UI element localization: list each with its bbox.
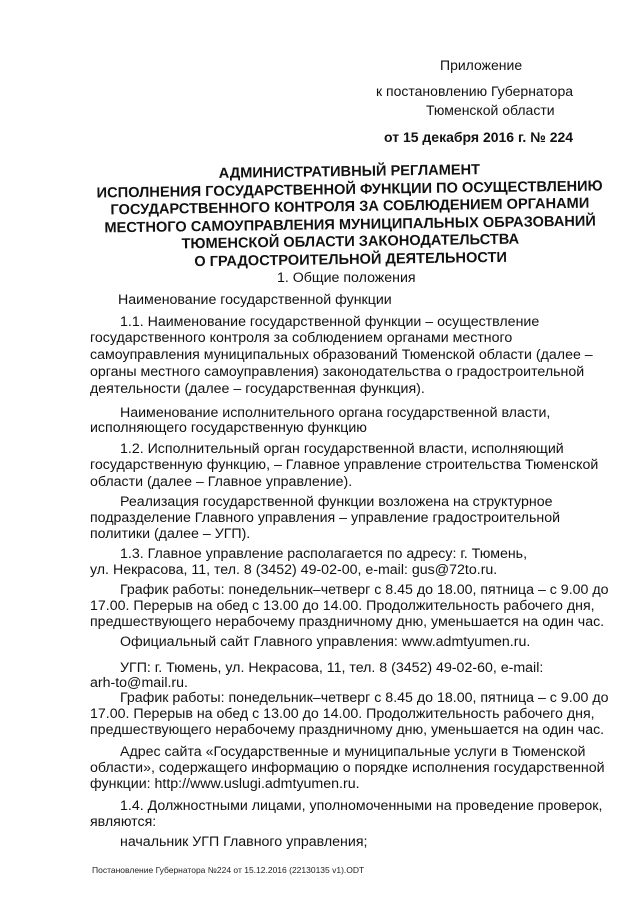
section-heading: 1. Общие положения	[277, 270, 416, 286]
text-line: 1.1. Наименование государственной функции – осуществление	[120, 314, 540, 330]
text-line: 17.00. Перерыв на обед с 13.00 до 14.00. Продолжительность рабочего дня,	[90, 706, 595, 722]
title-line: ТЮМЕНСКОЙ ОБЛАСТИ ЗАКОНОДАТЕЛЬСТВА	[181, 231, 520, 253]
text-line: государственного контроля за соблюдением органами местного	[90, 330, 513, 346]
text-line: области», содержащего информацию о порядке исполнения государственной	[90, 760, 605, 776]
title-line: АДМИНИСТРАТИВНЫЙ РЕГЛАМЕНТ	[218, 162, 481, 182]
text-line: функции: http://www.uslugi.admtyumen.ru.	[90, 776, 360, 792]
text-line: самоуправления муниципальных образований Тюменской области (далее –	[90, 347, 593, 363]
text-line: 1.4. Должностными лицами, уполномоченными на проведение проверок,	[120, 798, 603, 814]
appendix-label: Приложение	[440, 57, 523, 73]
text-line: 17.00. Перерыв на обед с 13.00 до 14.00. Продолжительность рабочего дня,	[90, 598, 595, 614]
title-line: О ГРАДОСТРОИТЕЛЬНОЙ ДЕЯТЕЛЬНОСТИ	[194, 249, 508, 270]
text-line: политики (далее – УГП).	[90, 526, 251, 542]
appendix-date-number: от 15 декабря 2016 г. № 224	[384, 129, 574, 145]
document-title	[89, 160, 610, 272]
title-line: МЕСТНОГО САМОУПРАВЛЕНИЯ МУНИЦИПАЛЬНЫХ ОБРАЗОВАНИЙ	[104, 213, 596, 236]
appendix-reference: к постановлению Губернатора	[376, 83, 574, 99]
title-line: ИСПОЛНЕНИЯ ГОСУДАРСТВЕННОЙ ФУНКЦИИ ПО ОСУЩЕСТВЛЕНИЮ	[96, 177, 603, 202]
text-line: 1.3. Главное управление располагается по адресу: г. Тюмень,	[120, 546, 528, 562]
subheading-function-name: Наименование государственной функции	[118, 292, 392, 308]
text-line: ул. Некрасова, 11, тел. 8 (3452) 49-02-00, e-mail: gus@72to.ru.	[90, 562, 498, 578]
text-line: являются:	[90, 814, 157, 830]
document-footer: Постановление Губернатора №224 от 15.12.2016 (22130135 v1).ODT	[92, 865, 365, 875]
text-line: исполняющего государственную функцию	[90, 420, 367, 436]
text-line: УГП: г. Тюмень, ул. Некрасова, 11, тел. 8 (3452) 49-02-60, e-mail:	[120, 660, 544, 676]
text-line: Реализация государственной функции возложена на структурное	[120, 494, 553, 510]
text-line: начальник УГП Главного управления;	[120, 834, 368, 850]
text-line: области (далее – Главное управление).	[90, 474, 353, 490]
text-line: Официальный сайт Главного управления: www.admtyumen.ru.	[120, 634, 531, 650]
text-line: органы местного самоуправления) законодательства о градостроительной	[90, 364, 585, 380]
appendix-region: Тюменской области	[426, 102, 555, 118]
text-line: предшествующего нерабочему праздничному дню, уменьшается на один час.	[90, 722, 605, 738]
text-line: деятельности (далее – государственная функция).	[90, 381, 425, 397]
text-line: 1.2. Исполнительный орган государственной власти, исполняющий	[120, 441, 564, 457]
title-line: ГОСУДАРСТВЕННОГО КОНТРОЛЯ ЗА СОБЛЮДЕНИЕМ ОРГАНАМИ	[110, 195, 590, 219]
text-line: Адрес сайта «Государственные и муниципальные услуги в Тюменской	[120, 744, 586, 760]
text-line: Наименование исполнительного органа государственной власти,	[120, 405, 551, 421]
text-line: подразделение Главного управления – управление градостроительной	[90, 510, 561, 526]
text-line: arh-to@mail.ru.	[90, 675, 188, 691]
text-line: График работы: понедельник–четверг с 8.45 до 18.00, пятница – с 9.00 до	[120, 690, 609, 706]
text-line: предшествующего нерабочему праздничному дню, уменьшается на один час.	[90, 614, 605, 630]
text-line: государственную функцию, – Главное управление строительства Тюменской	[90, 457, 599, 473]
text-line: График работы: понедельник–четверг с 8.45 до 18.00, пятница – с 9.00 до	[120, 582, 609, 598]
